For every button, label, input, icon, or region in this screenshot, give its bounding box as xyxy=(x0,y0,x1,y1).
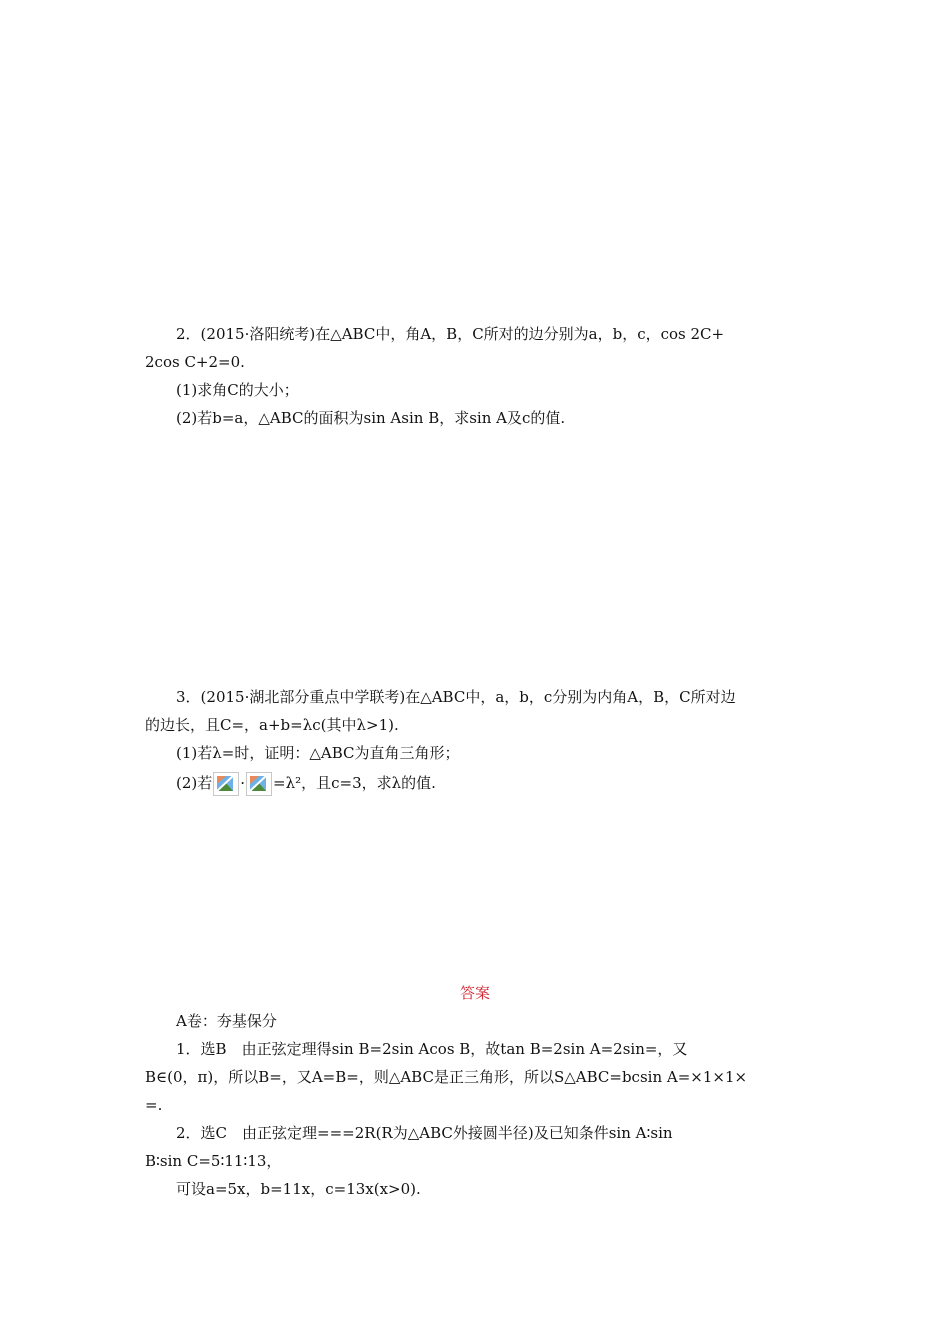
problem-3-part-1: (1)若λ=时，证明：△ABC为直角三角形； xyxy=(176,744,460,762)
answer-1-line-1: 1．选B 由正弦定理得sin B=2sin Acos B，故tan B=2sin A=2sin=，又 xyxy=(176,1040,688,1058)
problem-2-line-1: 2．(2015·洛阳统考)在△ABC中，角A，B，C所对的边分别为a，b，c，cos 2C+ xyxy=(176,325,725,343)
problem-3-part-2-suffix: =λ²，且c=3，求λ的值. xyxy=(273,774,436,792)
problem-3-part-2-prefix: (2)若 xyxy=(176,774,213,792)
answers-heading: 答案 xyxy=(459,984,490,1002)
answer-1-line-3: =. xyxy=(145,1096,163,1114)
answer-1-line-2: B∈(0，π)，所以B=，又A=B=，则△ABC是正三角形，所以S△ABC=bcsin A=×1×1× xyxy=(145,1068,748,1086)
problem-3-part-2 xyxy=(176,772,436,796)
answer-2-line-1: 2．选C 由正弦定理===2R(R为△ABC外接圆半径)及已知条件sin A∶sin xyxy=(176,1124,673,1142)
problem-3-line-2: 的边长，且C=，a+b=λc(其中λ>1). xyxy=(145,716,399,734)
broken-image-icon xyxy=(213,772,239,796)
problem-2-part-1: (1)求角C的大小； xyxy=(176,381,299,399)
problem-3-line-1: 3．(2015·湖北部分重点中学联考)在△ABC中，a，b，c分别为内角A，B，C所对边 xyxy=(176,688,736,706)
section-a-title: A卷：夯基保分 xyxy=(176,1012,277,1030)
problem-2-line-2: 2cos C+2=0. xyxy=(145,353,245,371)
problem-2-part-2: (2)若b=a，△ABC的面积为sin Asin B，求sin A及c的值. xyxy=(176,409,566,427)
dot-operator: · xyxy=(240,774,246,792)
broken-image-icon xyxy=(246,772,272,796)
answer-2-line-2: B∶sin C=5∶11∶13， xyxy=(145,1152,282,1170)
answer-2-line-3: 可设a=5x，b=11x，c=13x(x>0). xyxy=(176,1180,421,1198)
